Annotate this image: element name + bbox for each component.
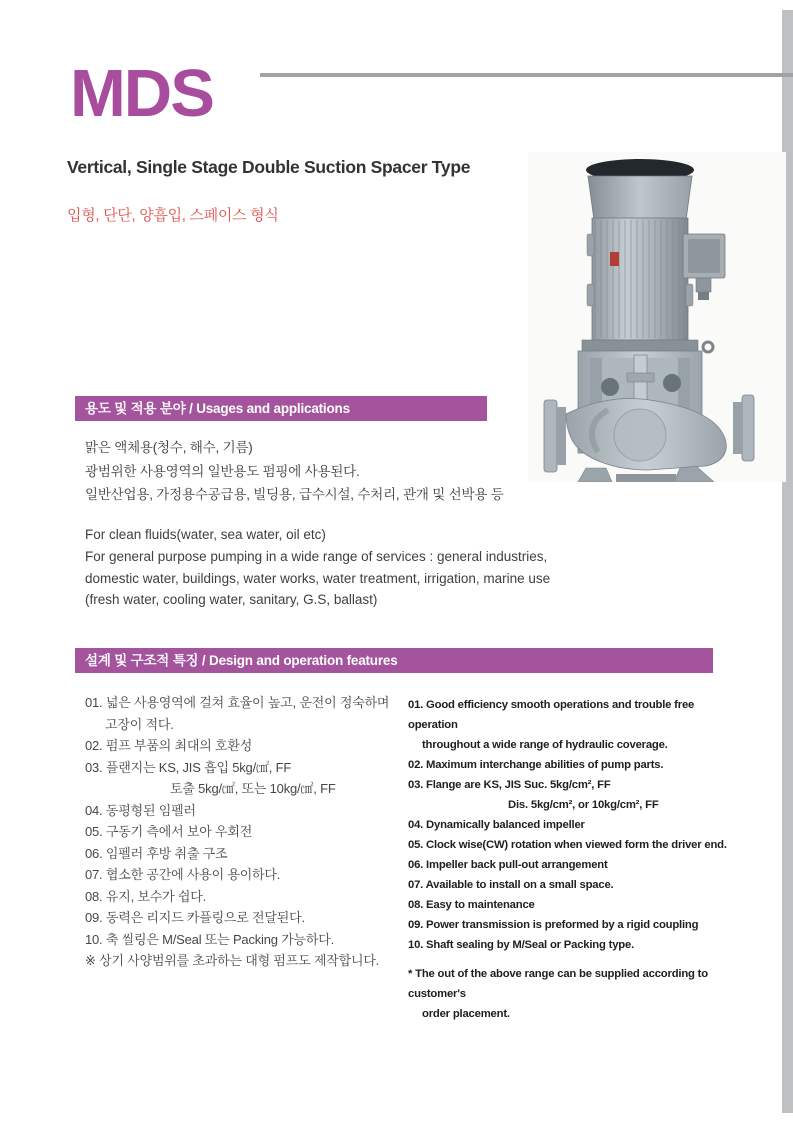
design-feature-english-line: 07. Available to install on a small space. [408, 879, 614, 891]
section-header-usages: 용도 및 적용 분야 / Usages and applications [75, 396, 487, 421]
design-feature-korean-line: 02. 펌프 부품의 최대의 호환성 [85, 738, 253, 753]
usages-korean-line: 광범위한 사용영역의 일반용도 펌핑에 사용된다. [85, 463, 360, 479]
design-feature-english-line: 10. Shaft sealing by M/Seal or Packing type. [408, 939, 635, 951]
design-feature-english-line: order placement. [422, 1008, 510, 1020]
design-features-english-list [408, 695, 743, 1024]
design-feature-english-line: 05. Clock wise(CW) rotation when viewed form the driver end. [408, 839, 727, 851]
design-feature-korean-line: 01. 넓은 사용영역에 걸쳐 효율이 높고, 운전이 정숙하며 [85, 695, 390, 710]
design-feature-english-line: Dis. 5kg/cm², or 10kg/cm², FF [508, 799, 659, 811]
design-feature-korean-line: 04. 동평형된 임펠러 [85, 802, 196, 818]
design-feature-korean-line: 09. 동력은 리지드 카플링으로 전달된다. [85, 910, 305, 925]
header-rule [260, 73, 793, 77]
design-feature-english-line: 09. Power transmission is preformed by a rigid coupling [408, 919, 699, 931]
section-header-design-features: 설계 및 구조적 특징 / Design and operation features [75, 648, 713, 673]
design-features-korean-list [85, 692, 410, 972]
design-feature-korean-line: 05. 구동기 측에서 보아 우회전 [85, 824, 253, 839]
design-feature-english-line: 01. Good efficiency smooth operations and trouble free operation [408, 699, 695, 731]
usages-korean-paragraph [85, 436, 504, 507]
usages-english-line: (fresh water, cooling water, sanitary, G.S, ballast) [85, 592, 378, 608]
design-feature-english-line: throughout a wide range of hydraulic coverage. [422, 739, 668, 751]
usages-korean-line: 일반산업용, 가정용수공급용, 빌딩용, 급수시설, 수처리, 관개 및 선박용 등 [85, 487, 504, 502]
usages-english-line: domestic water, buildings, water works, water treatment, irrigation, marine use [85, 570, 551, 586]
usages-korean-line: 맑은 액체용(청수, 해수, 기름) [85, 440, 253, 455]
subtitle-english: Vertical, Single Stage Double Suction Spacer Type [67, 157, 471, 177]
design-feature-english-line: * The out of the above range can be supplied according to customer's [408, 968, 708, 1000]
design-feature-english-line: 04. Dynamically balanced impeller [408, 819, 585, 831]
design-feature-korean-line: 03. 플랜지는 KS, JIS 흡입 5kg/㎠, FF [85, 759, 292, 775]
design-feature-korean-line: 고장이 적다. [105, 716, 174, 732]
design-feature-english-line: 08. Easy to maintenance [408, 899, 535, 911]
pump-photo [528, 152, 786, 482]
usages-english-paragraph [85, 524, 550, 611]
design-feature-korean-line: 07. 협소한 공간에 사용이 용이하다. [85, 867, 281, 882]
design-feature-english-line: 06. Impeller back pull-out arrangement [408, 859, 608, 871]
design-feature-english-line: 02. Maximum interchange abilities of pump parts. [408, 759, 664, 771]
design-feature-korean-line: 06. 임펠러 후방 취출 구조 [85, 845, 228, 861]
page-title: MDS [70, 56, 213, 131]
design-feature-english-line: 03. Flange are KS, JIS Suc. 5kg/cm², FF [408, 779, 611, 791]
design-feature-korean-line: 토출 5kg/㎠, 또는 10kg/㎠, FF [170, 781, 336, 796]
design-feature-korean-line: 08. 유지, 보수가 쉽다. [85, 888, 207, 904]
usages-english-line: For clean fluids(water, sea water, oil etc) [85, 527, 326, 542]
design-feature-korean-line: ※ 상기 사양범위를 초과하는 대형 펌프도 제작합니다. [85, 953, 380, 968]
usages-english-line: For general purpose pumping in a wide range of services : general industries, [85, 548, 548, 564]
subtitle-korean: 입형, 단단, 양흡입, 스페이스 형식 [67, 207, 279, 224]
design-feature-korean-line: 10. 축 씰링은 M/Seal 또는 Packing 가능하다. [85, 931, 335, 947]
